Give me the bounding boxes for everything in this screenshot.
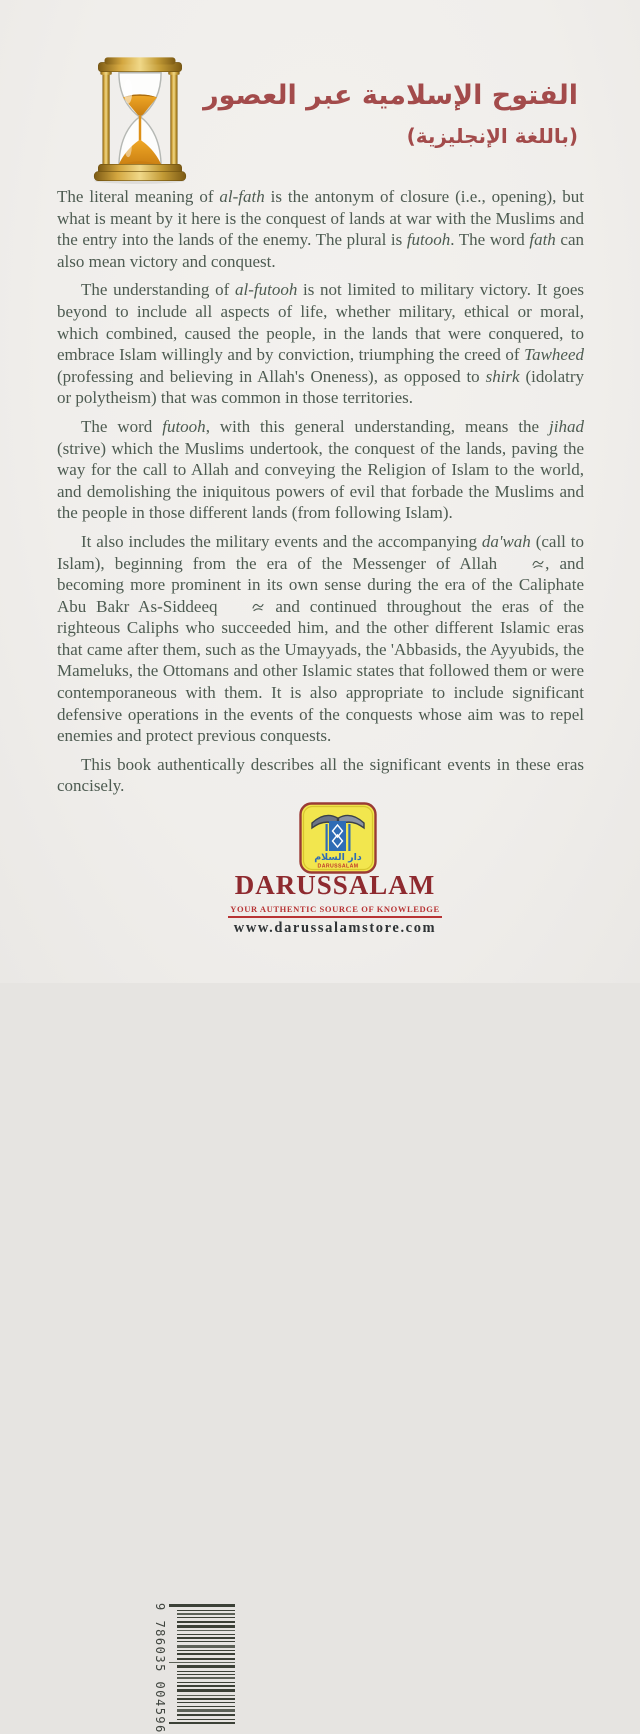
- hourglass-image: [86, 52, 194, 184]
- text-run: (idolatry or polytheism) that was common in those territories.: [57, 366, 585, 408]
- body-text: [57, 186, 584, 804]
- text-run: . The word: [450, 230, 530, 250]
- text-run: Tawheed: [524, 345, 584, 365]
- text-run: The literal meaning of: [57, 187, 220, 206]
- book-subtitle-arabic: (باللغة الإنجليزية): [406, 124, 578, 149]
- text-run: is the antonym of closure (i.e., opening), but what is meant by it here is the conquest of lands at war with the Muslims and the entry into the lands of the enemy. The plural is: [57, 187, 584, 250]
- text-run: and continued throughout the eras of the righteous Caliphs who succeeded him, and the other different Islamic eras that came after them, such as the Umayyads, the 'Abbasids, the Ayyubids, the Mameluks, the Ottomans and other Islamic states that followed them or were contemporaneous with them. It is also appropriate to include significant defensive operations in the events of the conquests whose aim was to repel enemies and protect previous conquests.: [57, 596, 584, 746]
- brand-tagline: YOUR AUTHENTIC SOURCE OF KNOWLEDGE: [228, 903, 441, 918]
- text-run: futooh: [162, 416, 206, 436]
- paragraph: [57, 279, 584, 409]
- isbn-number: 9 786035 004596: [153, 1603, 167, 1734]
- text-run: jihad: [549, 416, 584, 436]
- brand-name: DARUSSALAM: [234, 870, 436, 900]
- saw-honorific-icon: [508, 553, 544, 575]
- text-run: fath: [529, 230, 556, 250]
- text-run: is not limited to military victory. It goes beyond to include all aspects of life, whether military, ethical or moral, which combined, caused the people, in the lands that were conquered, to embrace Islam willingly and by conviction, triumphing the creed of: [57, 280, 584, 365]
- text-run: This book authentically describes all the significant events in these eras concisely.: [57, 754, 584, 796]
- brand-block: [225, 872, 445, 937]
- logo-arabic-text: دار السلام: [314, 852, 362, 863]
- text-run: al-fath: [219, 187, 265, 206]
- paragraph: [57, 416, 584, 524]
- ra-honorific-icon: [228, 596, 264, 618]
- text-run: , with this general understanding, means the: [205, 416, 550, 436]
- paragraph: [57, 531, 584, 747]
- text-run: The word: [81, 416, 163, 436]
- text-run: It also includes the military events and the accompanying: [81, 531, 482, 551]
- paragraph: [57, 186, 584, 272]
- brand-website: www.darussalamstore.com: [233, 920, 437, 936]
- text-run: (professing and believing in Allah's Oneness), as opposed to: [57, 366, 486, 386]
- text-run: futooh: [406, 230, 451, 250]
- text-run: , and becoming more prominent in its own sense during the era of the Caliphate Abu Bakr As-Siddeeq: [57, 553, 585, 616]
- text-run: (strive) which the Muslims undertook, the conquest of the lands, paving the way for the call to Allah and conveying the Religion of Islam to the world, and demolishing the iniquitous powers of evil that forbade the Muslims and the people in those different lands (from following Islam).: [57, 438, 584, 523]
- logo-latin-text: DARUSSALAM: [317, 863, 359, 870]
- text-run: da'wah: [481, 531, 531, 551]
- title-block: [203, 80, 578, 148]
- book-title-arabic: الفتوح الإسلامية عبر العصور: [203, 80, 578, 111]
- paragraph: [57, 754, 584, 797]
- text-run: can also mean victory and conquest.: [57, 230, 584, 271]
- text-run: al-futooh: [234, 280, 298, 300]
- barcode-bars: [169, 1604, 237, 1728]
- text-run: (call to Islam), beginning from the era of the Messenger of Allah: [57, 531, 584, 573]
- isbn-barcode: [70, 798, 180, 1734]
- text-run: shirk: [485, 366, 520, 386]
- text-run: The understanding of: [81, 280, 235, 300]
- darussalam-logo: [299, 802, 377, 879]
